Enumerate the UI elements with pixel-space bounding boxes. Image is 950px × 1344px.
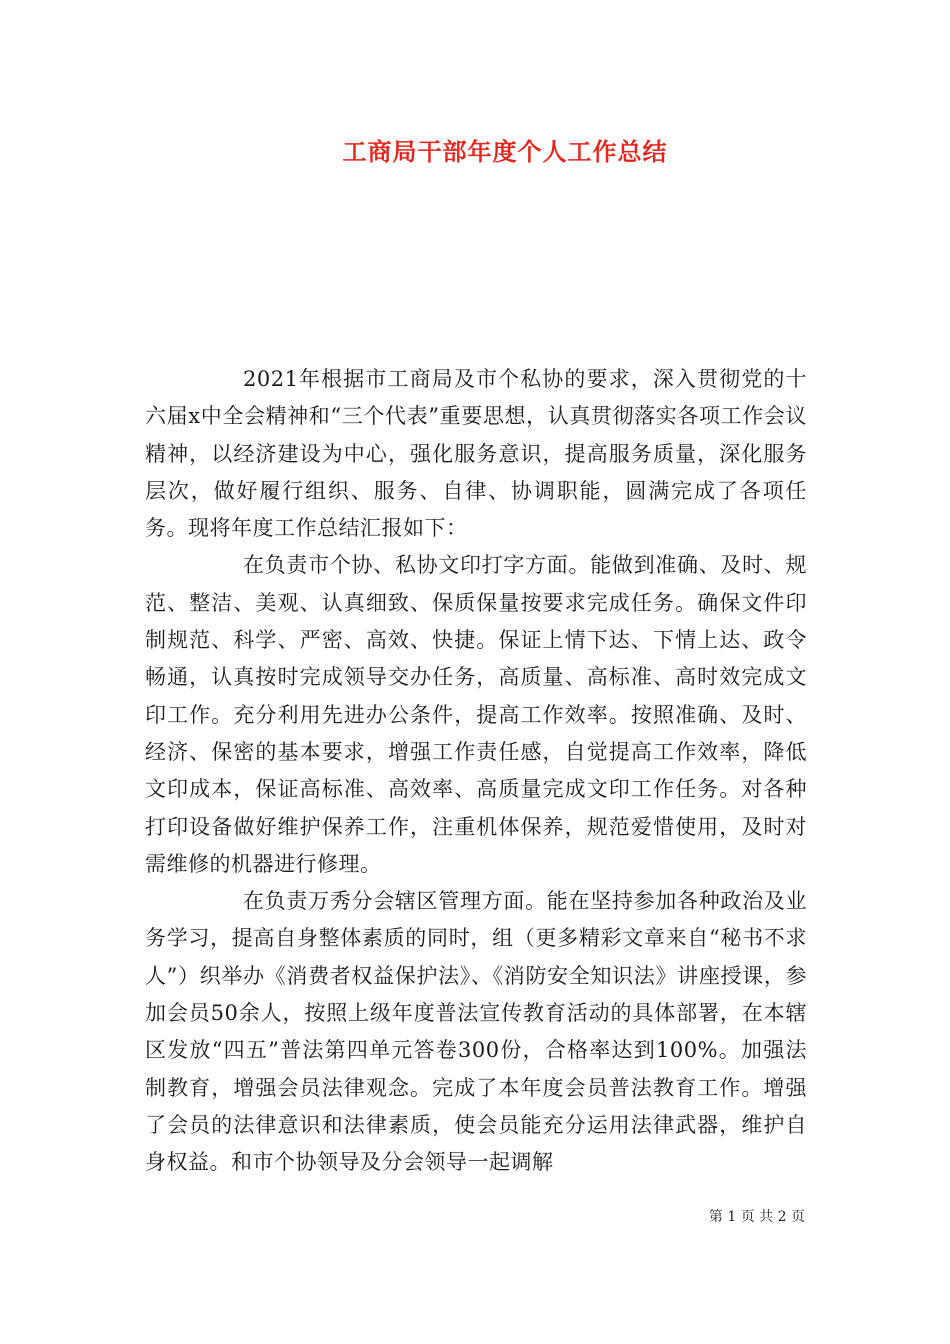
page-number: 第 1 页 共 2 页 bbox=[708, 1209, 805, 1225]
paragraph-printing-work: 在负责市个协、私协文印打字方面。能做到准确、及时、规范、整洁、美观、认真细致、保质保量按要求完成任务。确保文件印制规范、科学、严密、高效、快捷。保证上情下达、下情上达、政令畅通，认真按时完成领导交办任务，高质量、高标准、高时效完成文印工作。充分利用先进办公条件，提高工作效率。按照准确、及时、经济、保密的基本要求，增强工作责任感，自觉提高工作效率，降低文印成本，保证高标准、高效率、高质量完成文印工作任务。对各种打印设备做好维护保养工作，注重机体保养，规范爱惜使用，及时对需维修的机器进行修理。 bbox=[145, 553, 807, 876]
document-body bbox=[145, 361, 807, 1182]
paragraph-intro: 2021年根据市工商局及市个私协的要求，深入贯彻党的十六届x中全会精神和“三个代表”重要思想，认真贯彻落实各项工作会议精神，以经济建设为中心，强化服务意识，提高服务质量，深化服务层次，做好履行组织、服务、自律、协调职能，圆满完成了各项任务。现将年度工作总结汇报如下： bbox=[145, 367, 807, 541]
paragraph-district-management: 在负责万秀分会辖区管理方面。能在坚持参加各种政治及业务学习，提高自身整体素质的同时，组（更多精彩文章来自“秘书不求人”）织举办《消费者权益保护法》、《消防安全知识法》讲座授课，参加会员50余人，按照上级年度普法宣传教育活动的具体部署，在本辖区发放“四五”普法第四单元答卷300份，合格率达到100%。加强法制教育，增强会员法律观念。完成了本年度会员普法教育工作。增强了会员的法律意识和法律素质，使会员能充分运用法律武器，维护自身权益。和市个协领导及分会领导一起调解 bbox=[145, 889, 807, 1175]
document-title: 工商局干部年度个人工作总结 bbox=[342, 138, 668, 166]
